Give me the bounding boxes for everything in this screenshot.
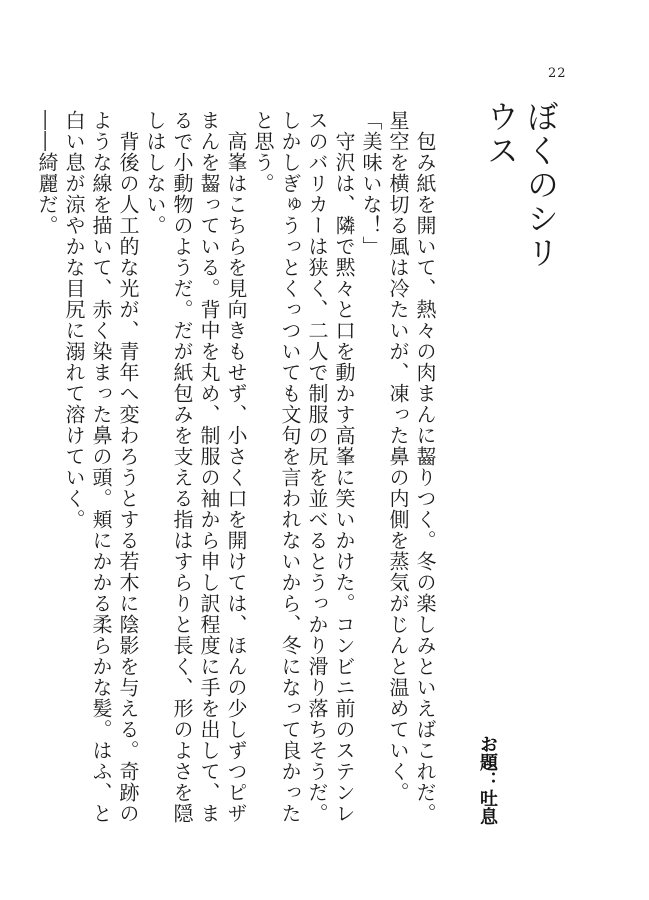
paragraph: 守沢は、隣で黙々と口を動かす高峯に笑いかけた。コンビニ前のステンレスのバリカーは狭く、二人で制服の尻を並べるとうっかり滑り落ちそうだ。しかしぎゅうっとくっついても文句を言われないから、冬になって良かったと思う。 [251, 110, 356, 824]
paragraph: ――綺麗だ。 [35, 110, 59, 236]
story-title: ぼくのシリウス [482, 100, 560, 270]
prompt-label: お題：吐息 [477, 735, 498, 825]
paragraph: 「美味いな！」 [359, 110, 383, 257]
story-body [35, 110, 438, 830]
paragraph: 高峯はこちらを見向きもせず、小さく口を開けては、ほんの少しずつピザまんを齧っている。背中を丸め、制服の袖から申し訳程度に手を出して、まるで小動物のようだ。だが紙包みを支える指はすらりと長く、形のよさを隠しはしない。 [143, 110, 248, 824]
page-number: 22 [548, 66, 567, 81]
paragraph: 包み紙を開いて、熱々の肉まんに齧りつく。冬の楽しみといえばこれだ。星空を横切る風は冷たいが、凍った鼻の内側を蒸気がじんと温めていく。 [386, 110, 437, 824]
paragraph: 背後の人工的な光が、青年へ変わろうとする若木に陰影を与える。奇跡のような線を描いて、赤く染まった鼻の頭。頬にかかる柔らかな髪。はふ、と白い息が涼やかな目尻に溺れて溶けていく。 [62, 110, 140, 824]
